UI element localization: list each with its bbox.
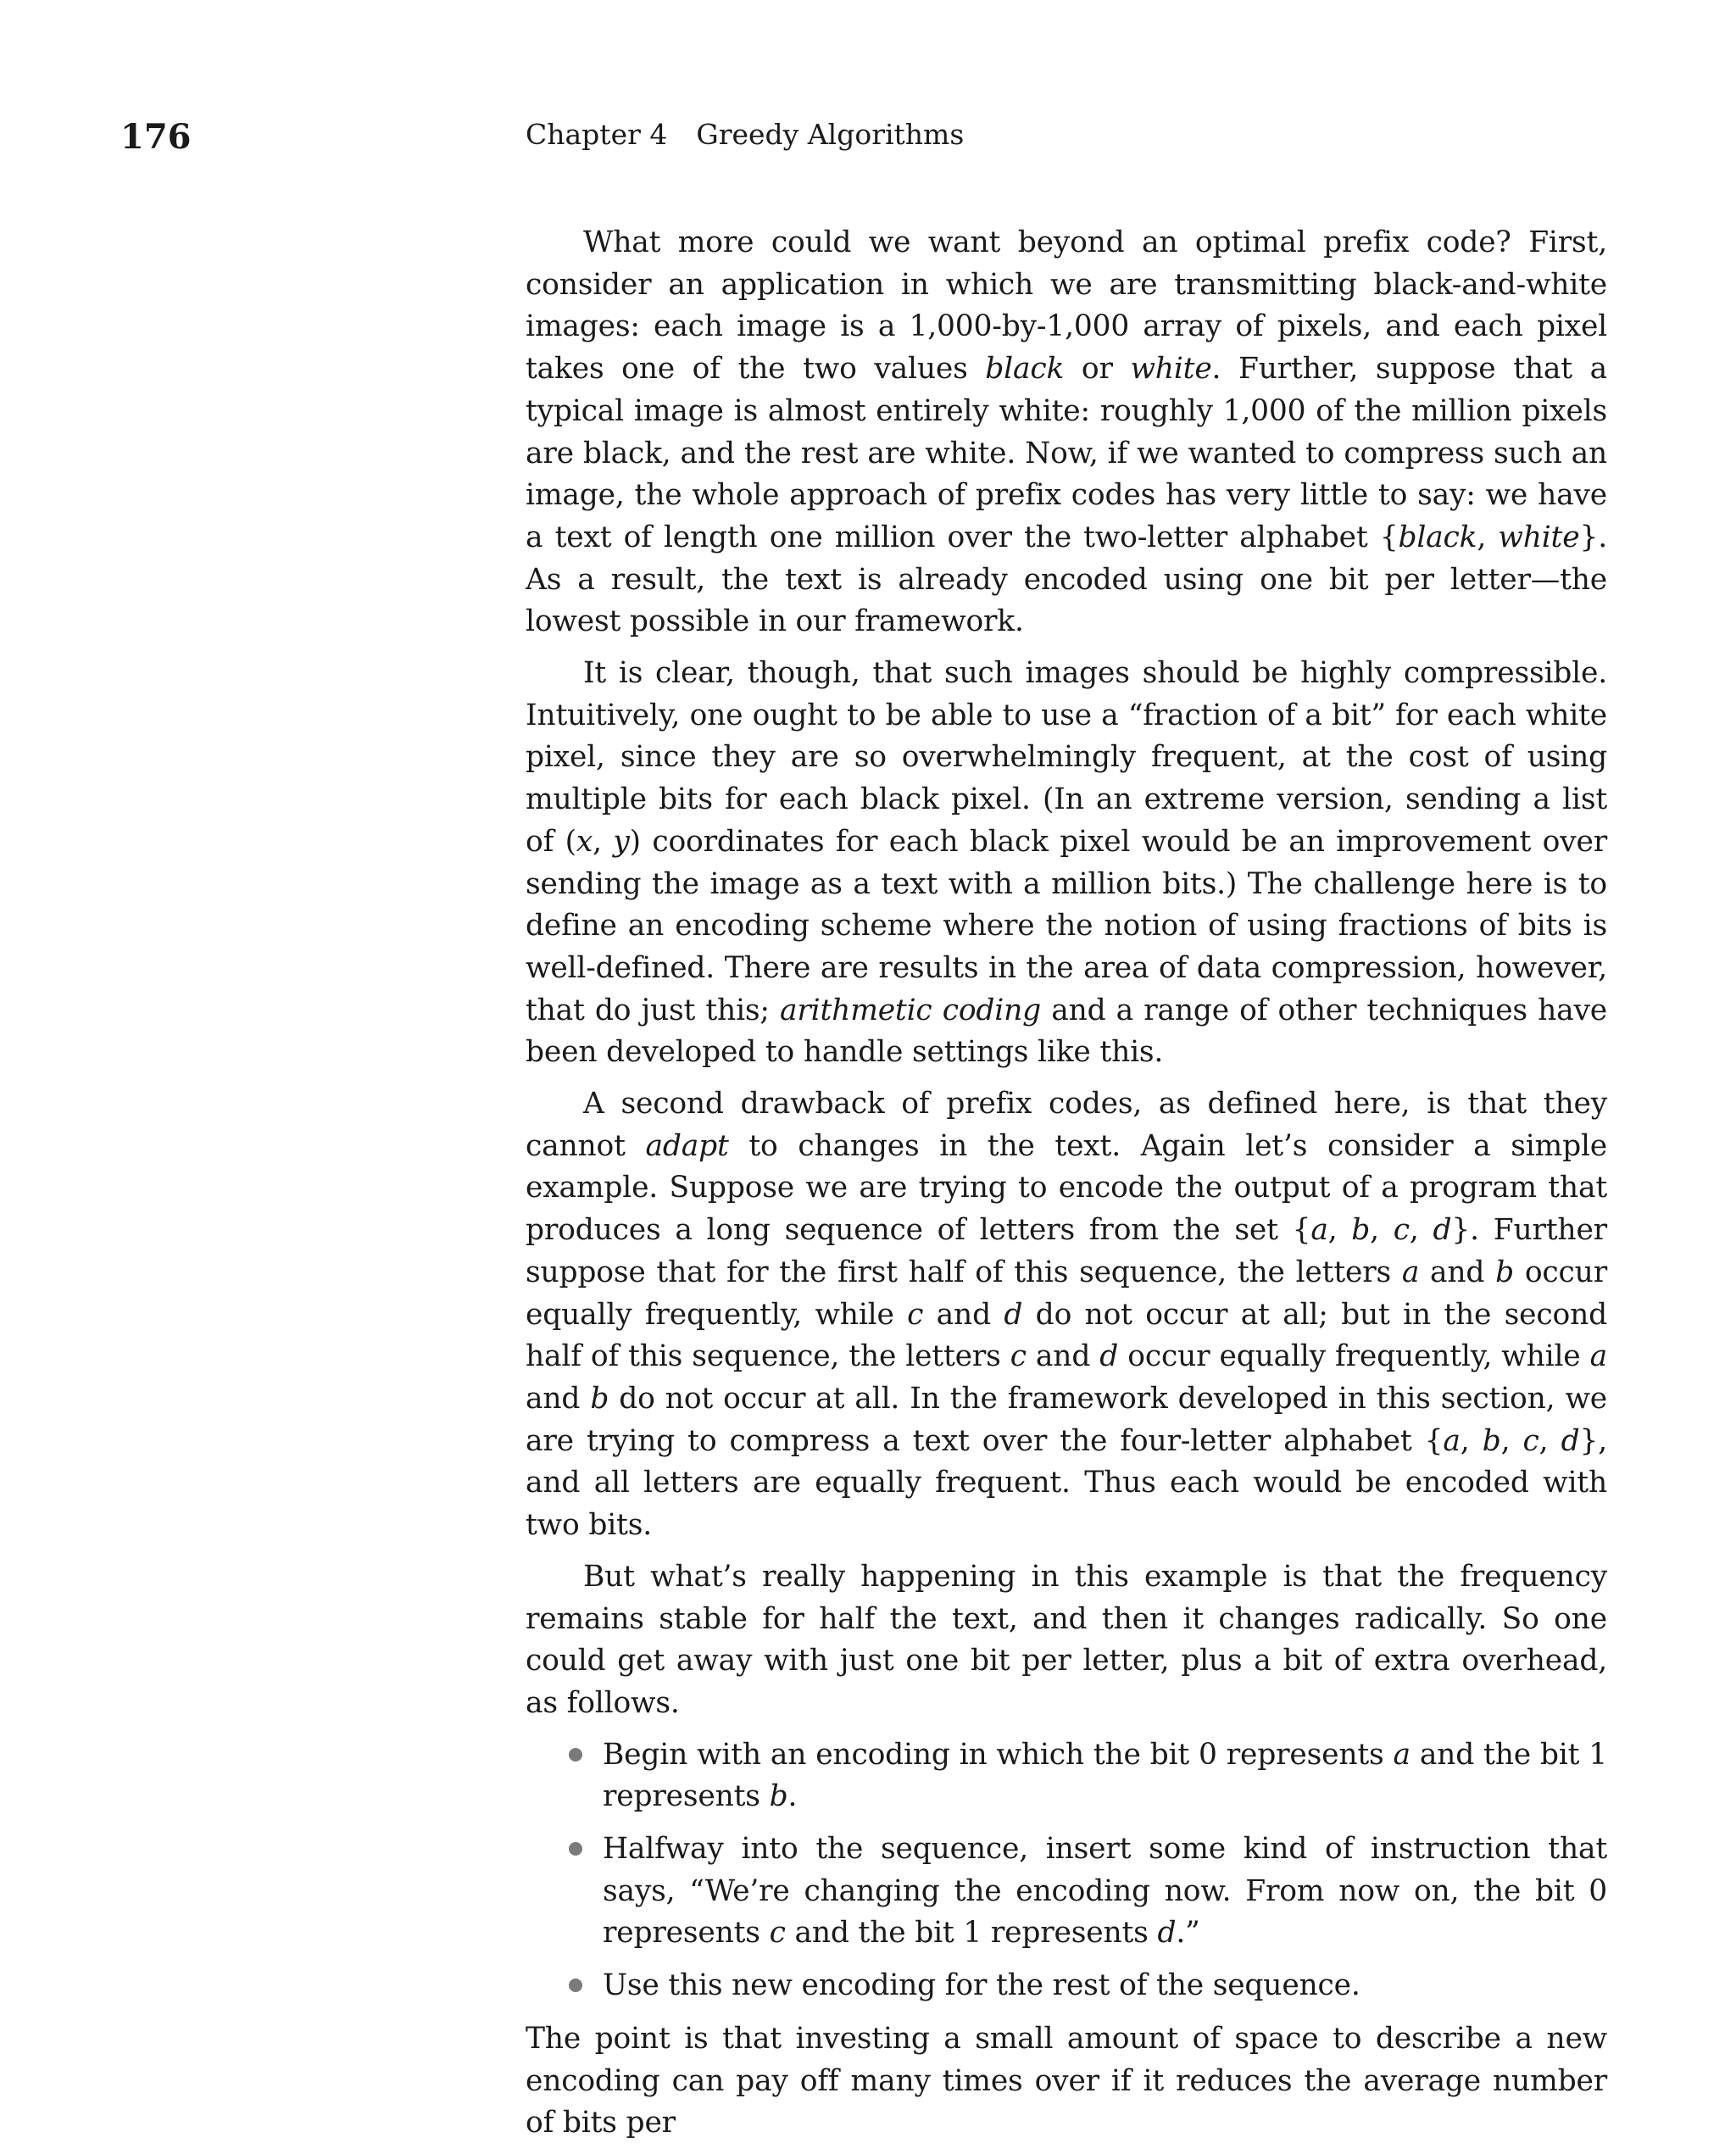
list-item: Halfway into the sequence, insert some kind of instruction that says, “We’re changing the encoding now. From now on, the bit 0 represents c and the bit 1 represents d.” <box>603 1828 1607 1955</box>
bullet-icon <box>569 1842 582 1856</box>
list-item: Begin with an encoding in which the bit 0 represents a and the bit 1 represents b. <box>603 1734 1607 1818</box>
bullet-icon <box>569 1979 582 1992</box>
list-item: Use this new encoding for the rest of the sequence. <box>603 1965 1607 2007</box>
paragraph-3: A second drawback of prefix codes, as defined here, is that they cannot adapt to changes in the text. Again let’s consider a simple example. Suppose we are trying to encode the output of a program that produces a long sequence of letters from the set {a, b, c, d}. Further suppose that for the first half of this sequence, the letters a and b occur equally frequently, while c and d do not occur at all; but in the second half of this sequence, the letters c and d occur equally frequently, while a and b do not occur at all. In the framework developed in this section, we are trying to compress a text over the four-letter alphabet {a, b, c, d}, and all letters are equally frequent. Thus each would be encoded with two bits. <box>526 1087 1608 1543</box>
paragraph-2: It is clear, though, that such images should be highly compressible. Intuitively, one ought to be able to use a “fraction of a bit” for each white pixel, since they are so overwhelmingly frequent, at the cost of using multiple bits for each black pixel. (In an extreme version, sending a list of (x, y) coordinates for each black pixel would be an improvement over sending the image as a text with a million bits.) The challenge here is to define an encoding scheme where the notion of using fractions of bits is well-defined. There are results in the area of data compression, however, that do just this; arithmetic coding and a range of other techniques have been developed to handle settings like this. <box>526 656 1607 1070</box>
paragraph-1: What more could we want beyond an optimal prefix code? First, consider an application in which we are transmitting black-and-white images: each image is a 1,000-by-1,000 array of pixels, and each pixel takes one of the two values black or white. Further, suppose that a typical image is almost entirely white: roughly 1,000 of the million pixels are black, and the rest are white. Now, if we wanted to compress such an image, the whole approach of prefix codes has very little to say: we have a text of length one million over the two-letter alphabet {black, white}. As a result, the text is already encoded using one bit per letter—the lowest possible in our framework. <box>526 225 1607 639</box>
paragraph-4: But what’s really happening in this example is that the frequency remains stable for half the text, and then it changes radically. So one could get away with just one bit per letter, plus a bit of extra overhead, as follows. <box>526 1559 1607 1720</box>
body-text <box>526 222 1607 2154</box>
page-number: 176 <box>120 117 192 157</box>
bullet-list <box>526 1734 1607 2007</box>
running-head <box>526 115 964 154</box>
chapter-label: Chapter 4 <box>526 118 668 151</box>
chapter-title: Greedy Algorithms <box>696 118 965 151</box>
bullet-icon <box>569 1748 582 1762</box>
paragraph-5: The point is that investing a small amount of space to describe a new encoding can pay off many times over if it reduces the average number of bits per <box>526 2021 1607 2140</box>
